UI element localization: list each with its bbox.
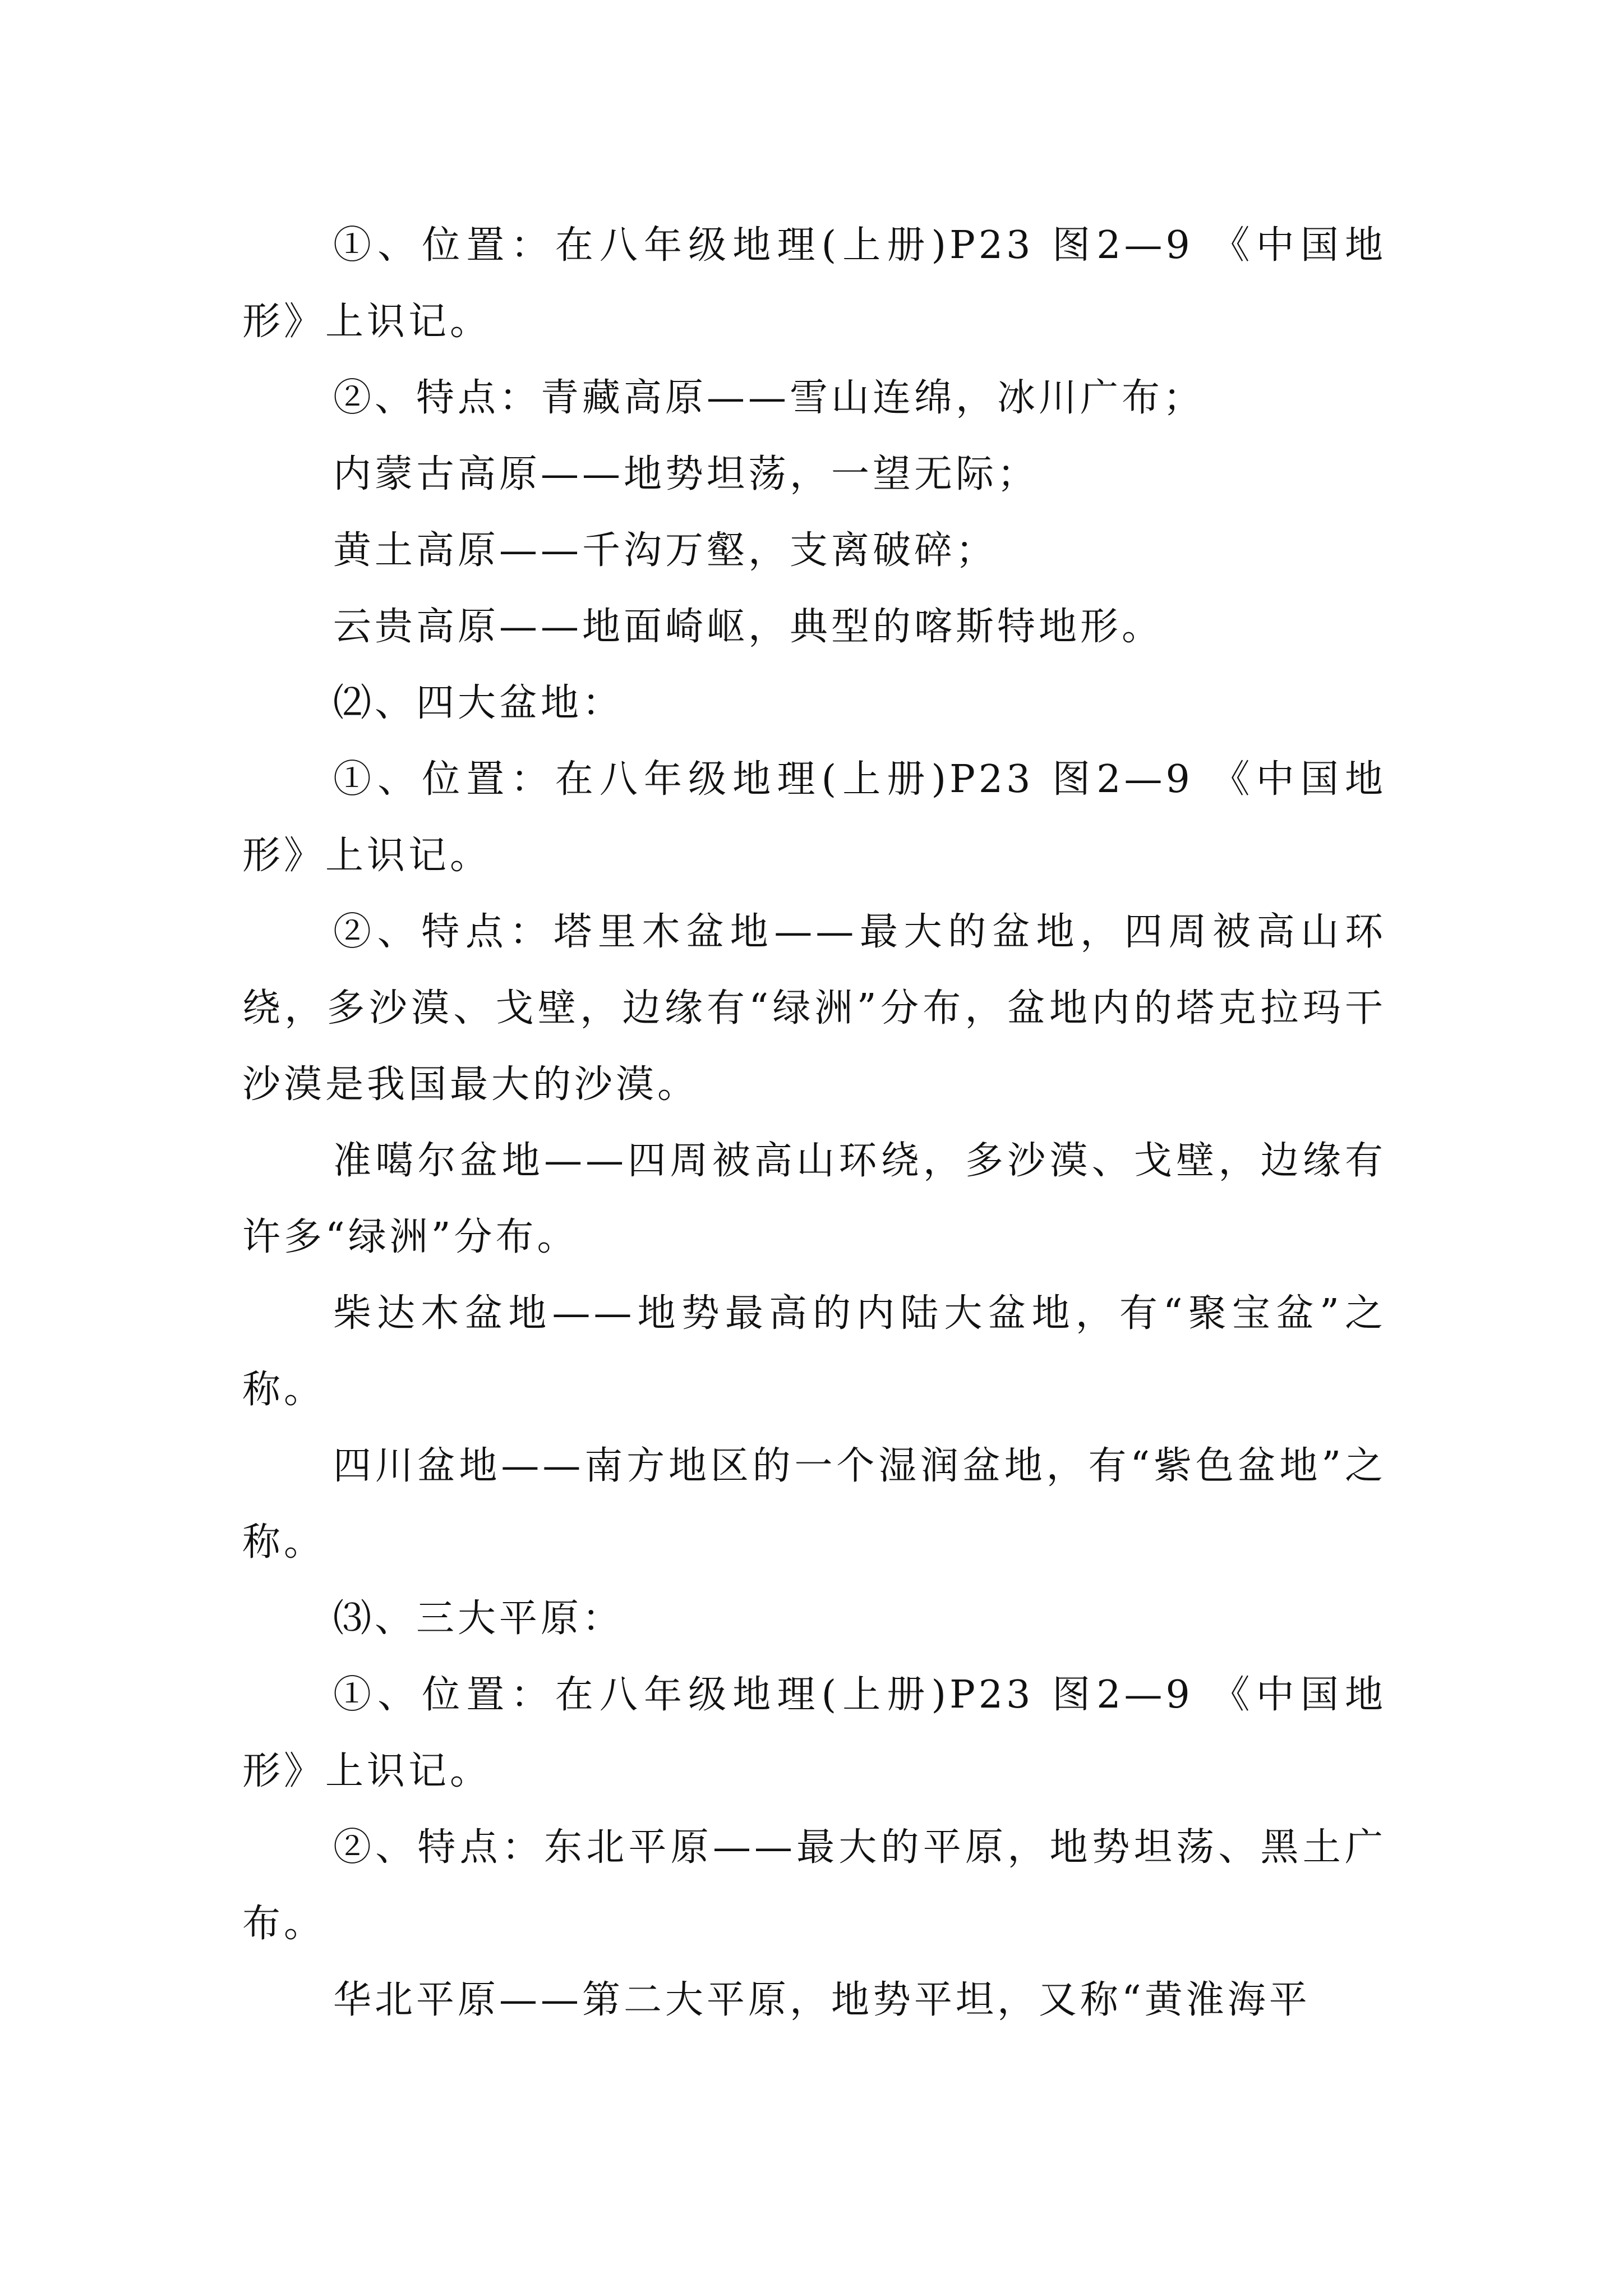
paragraph-basin-sichuan: 四川盆地——南方地区的一个湿润盆地，有“紫色盆地”之称。 <box>242 1444 1386 1565</box>
paragraph-plain-dongbei: ②、特点：东北平原——最大的平原，地势坦荡、黑土广布。 <box>242 1825 1386 1946</box>
paragraph-plateau-neimenggu: 内蒙古高原——地势坦荡，一望无际； <box>333 452 1039 496</box>
paragraph-plateau-yungui: 云贵高原——地面崎岖，典型的喀斯特地形。 <box>333 605 1164 649</box>
paragraph-plain-location: ①、位置：在八年级地理(上册)P23 图2—9 《中国地形》上识记。 <box>242 1673 1386 1793</box>
paragraph-plateau-features-qingzang: ②、特点：青藏高原——雪山连绵，冰川广布； <box>333 376 1205 420</box>
paragraph-basin-qaidam: 柴达木盆地——地势最高的内陆大盆地，有“聚宝盆”之称。 <box>242 1291 1386 1412</box>
paragraph-plateau-location: ①、位置：在八年级地理(上册)P23 图2—9 《中国地形》上识记。 <box>242 223 1386 344</box>
paragraph-basin-tarim: ②、特点：塔里木盆地——最大的盆地，四周被高山环绕，多沙漠、戈壁，边缘有“绿洲”分布，盆地内的塔克拉玛干沙漠是我国最大的沙漠。 <box>242 910 1386 1107</box>
section-heading-plains: ⑶、三大平原： <box>333 1596 624 1641</box>
paragraph-plateau-huangtu: 黄土高原——千沟万壑，支离破碎； <box>333 528 998 573</box>
section-heading-basins: ⑵、四大盆地： <box>333 681 624 725</box>
document-body <box>242 208 1386 2039</box>
paragraph-basin-location: ①、位置：在八年级地理(上册)P23 图2—9 《中国地形》上识记。 <box>242 757 1386 878</box>
paragraph-basin-junggar: 准噶尔盆地——四周被高山环绕，多沙漠、戈壁，边缘有许多“绿洲”分布。 <box>242 1139 1386 1259</box>
paragraph-plain-huabei: 华北平原——第二大平原，地势平坦，又称“黄淮海平 <box>333 1978 1311 2022</box>
